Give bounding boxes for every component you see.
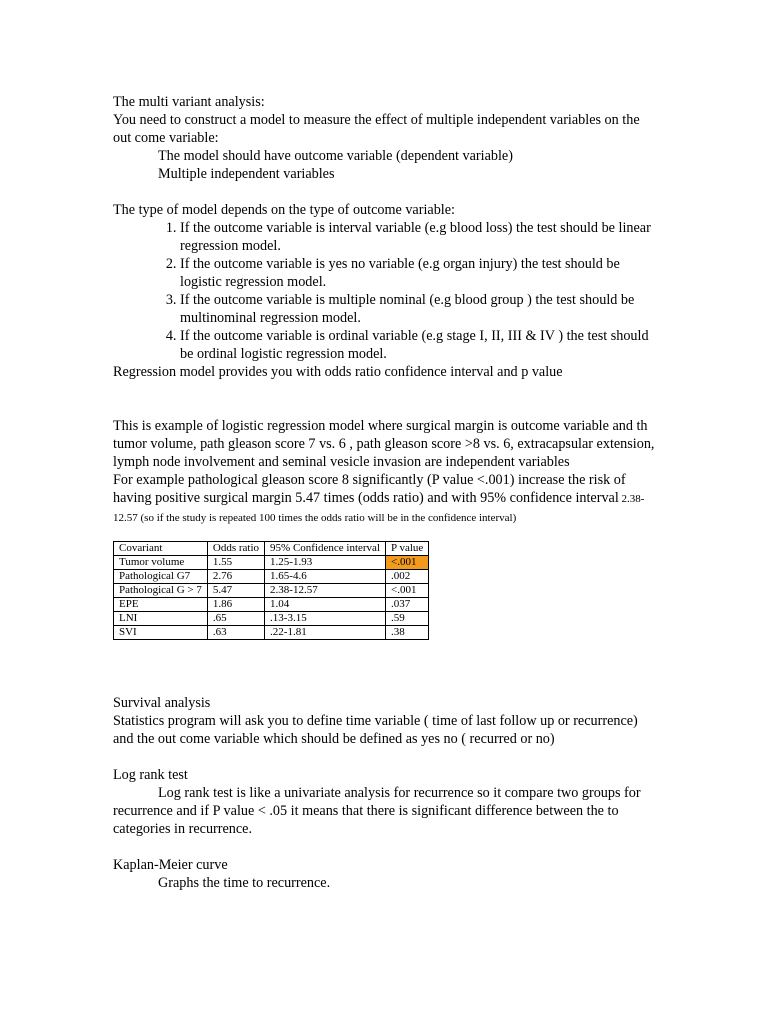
kaplan-meier-text: Graphs the time to recurrence. (158, 875, 331, 891)
table-cell: .63 (207, 626, 264, 640)
table-cell: .59 (386, 612, 429, 626)
table-row (114, 584, 429, 598)
table-row (114, 570, 429, 584)
covariate-table (113, 541, 429, 640)
logrank-text: Log rank test is like a univariate analysis for recurrence so it compare two groups for recurrence and if P value < .05 it means that there is significant difference between the to categories in recurrence. (113, 785, 641, 837)
gleason-example-paragraph (113, 471, 658, 527)
table-cell: SVI (114, 626, 208, 640)
table-cell: Tumor volume (114, 556, 208, 570)
spacer (113, 399, 658, 417)
table-cell: 1.04 (265, 598, 386, 612)
table-cell: 1.65-4.6 (265, 570, 386, 584)
spacer (113, 640, 658, 658)
table-cell: 2.76 (207, 570, 264, 584)
spacer (113, 658, 658, 676)
table-row (114, 598, 429, 612)
spacer (113, 381, 658, 399)
table-cell: <.001 (386, 584, 429, 598)
table-cell: 2.38-12.57 (265, 584, 386, 598)
multivariate-intro: You need to construct a model to measure the effect of multiple independent variables on the out come variable: (113, 112, 640, 146)
survival-text: Statistics program will ask you to define time variable ( time of last follow up or recurrence) and the out come variable which should be defined as yes no ( recurred or no) (113, 713, 638, 747)
kaplan-meier-heading: Kaplan-Meier curve (113, 857, 228, 873)
spacer (113, 183, 658, 201)
list-item: 4. If the outcome variable is ordinal variable (e.g stage I, II, III & IV ) the test should be ordinal logistic regression model. (180, 327, 658, 363)
multivariate-heading: The multi variant analysis: (113, 94, 265, 110)
confidence-interval-note: 2.38-12.57 (so if the study is repeated 100 times the odds ratio will be in the confidence interval) (113, 493, 645, 524)
outcome-variable-line: The model should have outcome variable (dependent variable) (158, 148, 513, 164)
table-row (114, 556, 429, 570)
list-item: 3. If the outcome variable is multiple nominal (e.g blood group ) the test should be multinominal regression model. (180, 291, 658, 327)
model-type-list (113, 219, 658, 363)
list-item: 2. If the outcome variable is yes no variable (e.g organ injury) the test should be logistic regression model. (180, 255, 658, 291)
table-cell: EPE (114, 598, 208, 612)
table-header-cell: Odds ratio (207, 542, 264, 556)
model-type-heading: The type of model depends on the type of outcome variable: (113, 202, 455, 218)
list-item: 1. If the outcome variable is interval variable (e.g blood loss) the test should be linear regression model. (180, 219, 658, 255)
table-cell: .38 (386, 626, 429, 640)
table-cell: 5.47 (207, 584, 264, 598)
table-cell: Pathological G > 7 (114, 584, 208, 598)
table-header-cell: Covariant (114, 542, 208, 556)
survival-heading: Survival analysis (113, 695, 211, 711)
spacer (113, 838, 658, 856)
table-cell: LNI (114, 612, 208, 626)
table-cell: 1.86 (207, 598, 264, 612)
table-cell: .22-1.81 (265, 626, 386, 640)
table-cell: .002 (386, 570, 429, 584)
spacer (113, 748, 658, 766)
table-cell: 1.55 (207, 556, 264, 570)
table-row (114, 626, 429, 640)
logrank-heading: Log rank test (113, 767, 188, 783)
highlighted-p-value-cell: <.001 (386, 556, 429, 570)
table-header-cell: P value (386, 542, 429, 556)
spacer (113, 676, 658, 694)
independent-variables-line: Multiple independent variables (158, 166, 335, 182)
table-cell: .13-3.15 (265, 612, 386, 626)
gleason-example-text: For example pathological gleason score 8 significantly (P value <.001) increase the risk of having positive surgical margin 5.47 times (odds ratio) and with 95% confidence interval (113, 472, 626, 506)
example-paragraph: This is example of logistic regression model where surgical margin is outcome variable and th tumor volume, path gleason score 7 vs. 6 , path gleason score >8 vs. 6, extracapsular extension, lymph node involvement and seminal vesicle invasion are independent variables (113, 418, 655, 470)
table-header-cell: 95% Confidence interval (265, 542, 386, 556)
table-cell: .65 (207, 612, 264, 626)
table-row (114, 612, 429, 626)
table-cell: .037 (386, 598, 429, 612)
table-header-row (114, 542, 429, 556)
table-cell: Pathological G7 (114, 570, 208, 584)
regression-summary: Regression model provides you with odds ratio confidence interval and p value (113, 364, 563, 380)
table-cell: 1.25-1.93 (265, 556, 386, 570)
document-page (113, 93, 658, 892)
